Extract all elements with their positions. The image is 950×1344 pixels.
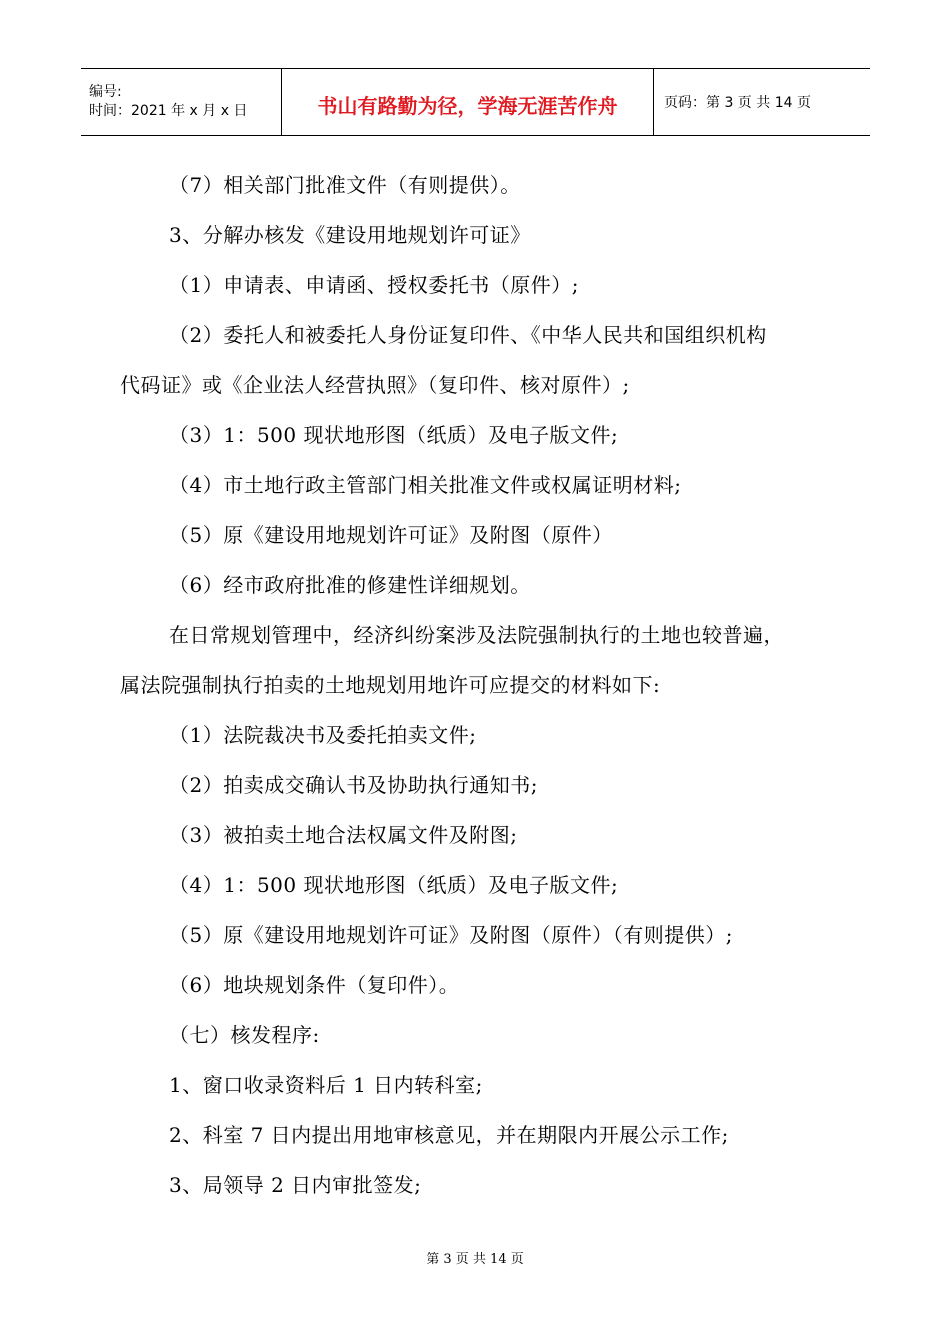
header-meta xyxy=(81,69,281,135)
page-header xyxy=(81,68,870,136)
motto-text: 书山有路勤为径，学海无涯苦作舟 xyxy=(317,93,618,118)
paragraph: （2）拍卖成交确认书及协助执行通知书; xyxy=(169,773,538,797)
paragraph: 代码证》或《企业法人经营执照》（复印件、核对原件）; xyxy=(120,373,630,397)
time-label: 时间：2021 年 x 月 x 日 xyxy=(89,103,248,119)
header-page-info xyxy=(654,69,870,135)
paragraph: （5）原《建设用地规划许可证》及附图（原件） xyxy=(169,523,613,547)
paragraph: （5）原《建设用地规划许可证》及附图（原件）（有则提供）; xyxy=(169,923,733,947)
paragraph: （1）申请表、申请函、授权委托书（原件）; xyxy=(169,273,579,297)
paragraph: 2、科室 7 日内提出用地审核意见，并在期限内开展公示工作; xyxy=(169,1123,729,1147)
paragraph: 3、局领导 2 日内审批签发; xyxy=(169,1173,422,1197)
paragraph: （3）1：500 现状地形图（纸质）及电子版文件; xyxy=(169,423,619,447)
paragraph: （4）市土地行政主管部门相关批准文件或权属证明材料; xyxy=(169,473,682,497)
page-label: 页码：第 3 页 共 14 页 xyxy=(664,95,811,111)
number-label: 编号: xyxy=(89,84,122,100)
paragraph: （1）法院裁决书及委托拍卖文件; xyxy=(169,723,477,747)
paragraph: （6）地块规划条件（复印件）。 xyxy=(169,973,460,997)
paragraph: （3）被拍卖土地合法权属文件及附图; xyxy=(169,823,518,847)
footer-page-number: 第 3 页 共 14 页 xyxy=(426,1252,524,1267)
page-footer xyxy=(0,1248,950,1267)
header-motto xyxy=(281,69,654,135)
paragraph: （4）1：500 现状地形图（纸质）及电子版文件; xyxy=(169,873,619,897)
paragraph: 在日常规划管理中，经济纠纷案涉及法院强制执行的土地也较普遍， xyxy=(169,623,784,647)
document-body xyxy=(120,160,840,1210)
paragraph: 属法院强制执行拍卖的土地规划用地许可应提交的材料如下: xyxy=(120,673,661,697)
paragraph: 3、分解办核发《建设用地规划许可证》 xyxy=(169,223,531,247)
paragraph: 1、窗口收录资料后 1 日内转科室; xyxy=(169,1073,483,1097)
paragraph: （6）经市政府批准的修建性详细规划。 xyxy=(169,573,531,597)
paragraph: （7）相关部门批准文件（有则提供）。 xyxy=(169,173,521,197)
paragraph: （七）核发程序: xyxy=(169,1023,320,1047)
paragraph: （2）委托人和被委托人身份证复印件、《中华人民共和国组织机构 xyxy=(169,323,767,347)
